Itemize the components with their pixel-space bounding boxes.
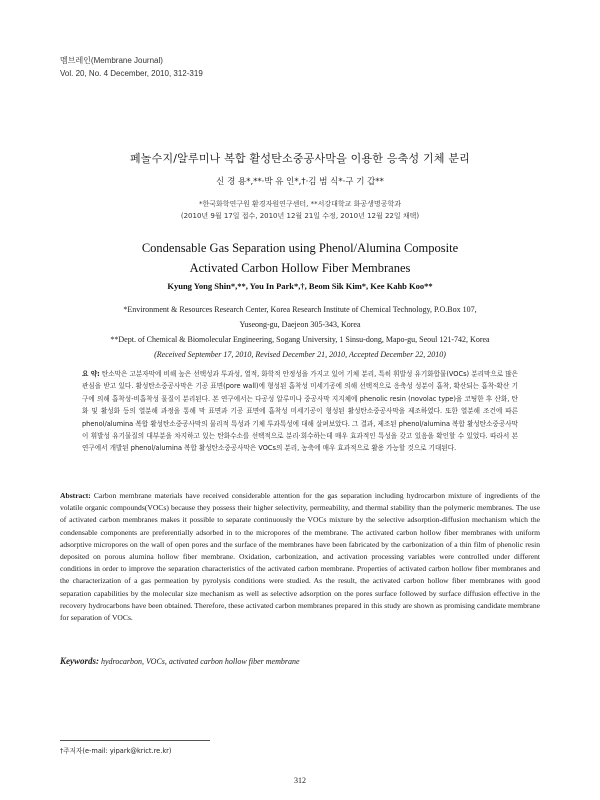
english-title-line2: Activated Carbon Hollow Fiber Membranes: [189, 261, 411, 275]
affiliation1-line2: Yuseong-gu, Daejeon 305-343, Korea: [239, 320, 361, 329]
english-abstract-lead: Abstract:: [60, 491, 91, 500]
journal-name: 멤브레인(Membrane Journal): [60, 56, 163, 65]
korean-received-dates: (2010년 9월 17일 접수, 2010년 12월 21일 수정, 2010년 12월 22일 채택): [180, 212, 420, 220]
footnote-divider: [60, 740, 210, 741]
korean-authors: 신 경 용*,**·박 유 인*,†·김 범 식*·구 기 갑**: [216, 177, 384, 187]
english-authors: Kyung Yong Shin*,**, You In Park*,†, Beom Sik Kim*, Kee Kahb Koo**: [167, 281, 433, 291]
affiliation1-line1: *Environment & Resources Research Center, Korea Research Institute of Chemical Technology, P.O.Box 107,: [123, 305, 477, 314]
english-affiliation: [60, 302, 540, 362]
journal-header: [60, 54, 203, 80]
journal-volume: Vol. 20, No. 4 December, 2010, 312-319: [60, 69, 203, 78]
corresponding-author-footnote: †주저자(e-mail: yipark@krict.re.kr): [60, 747, 172, 755]
korean-title: 페놀수지/알루미나 복합 활성탄소중공사막을 이용한 응축성 기체 분리: [129, 152, 471, 165]
english-title-line1: Condensable Gas Separation using Phenol/Alumina Composite: [141, 241, 459, 255]
korean-abstract: [82, 368, 518, 455]
english-title: [60, 238, 540, 278]
korean-affiliation-line: *한국화학연구원 환경자원연구센터, **서강대학교 화공생명공학과: [199, 200, 401, 208]
keywords-label: Keywords:: [60, 656, 99, 666]
korean-abstract-body: 탄소막은 고분자막에 비해 높은 선택성과 투과성, 열적, 화학적 안정성을 가지고 있어 기체 분리, 특히 휘발성 유기화합물(VOCs) 분리막으로 많은 관심을 받고 있다. 활성탄소중공사막은 기공 표면(pore wall)에 형성된 흡착성 미세기공에 의해 선택적으로 응축성 성분이 흡착, 확산되는 흡착-확산 기구에 의해 흡착성-비흡착성 물질이 분리된다. 본 연구에서는 다공성 알루미나 중공사막 지지체에 phenolic resin (novolac type)을 코팅한 후 산화, 탄화 및 활성화 등의 열분해 과정을 통해 막 표면과 기공 표면에 흡착성 미세기공이 형성된 활성탄소중공사막을 제조하였다. 또한 열분해 조건에 따른 phenol/alumina 복합 활성탄소중공사막의 물리적 특성과 기체 투과특성에 대해 살펴보았다. 그 결과, 제조된 phenol/alumina 복합 활성탄소중공사막이 휘발성 유기물질의 대부분을 차지하고 있는 탄화수소를 선택적으로 분리·회수하는데 매우 효과적인 특성을 갖고 있음을 확인할 수 있었다. 따라서 본 연구에서 개발된 phenol/alumina 복합 활성탄소중공사막은 VOCs의 분리, 농축에 매우 효과적으로 활용 가능할 것으로 기대된다.: [82, 370, 519, 453]
english-abstract-body: Carbon membrane materials have received considerable attention for the gas separation including hydrocarbon mixture of ingredients of the volatile organic compounds(VOCs) because they possess their higher selectivity, permeability, and thermal stability than the polymeric membranes. The use of activated carbon membranes makes it possible to separate continuously the VOCs mixture by the selective adsorption-diffusion mechanism which the condensable components are preferentially adsorbed in to the micropores of the membrane. The activated carbon hollow fiber membranes with uniform adsorptive micropores on the wall of open pores and the surface of the membranes have been fabricated by the carbonization of a thin film of phenolic resin deposited on porous alumina hollow fiber membrane. Oxidation, carbonization, and activation processing variables were controlled under different conditions in order to improve the separation characteristics of the activated carbon membrane. Properties of activated carbon hollow fiber membranes and the characterization of a gas permeation by pyrolysis conditions were studied. As the result, the activated carbon hollow fiber membranes with good separation capabilities by the molecular size mechanism as well as selective adsorption on the pores surface followed by surface diffusion effective in the recovery hydrocarbons have been obtained. Therefore, these activated carbon membranes prepared in this study are shown as promising candidate membrane for separation of VOCs.: [60, 491, 540, 623]
keywords-list: hydrocarbon, VOCs, activated carbon hollow fiber membrane: [99, 657, 300, 666]
korean-abstract-lead: 요 약:: [82, 370, 100, 378]
english-received-dates: (Received September 17, 2010, Revised December 21, 2010, Accepted December 22, 2010): [154, 350, 446, 359]
korean-affiliation: [60, 198, 540, 222]
english-abstract: [60, 490, 540, 624]
keywords: [60, 656, 540, 666]
affiliation2: **Dept. of Chemical & Biomolecular Engineering, Sogang University, 1 Sinsu-dong, Mapo-gu, Seoul 121-742, Korea: [110, 335, 490, 344]
page-number: 312: [294, 776, 306, 785]
